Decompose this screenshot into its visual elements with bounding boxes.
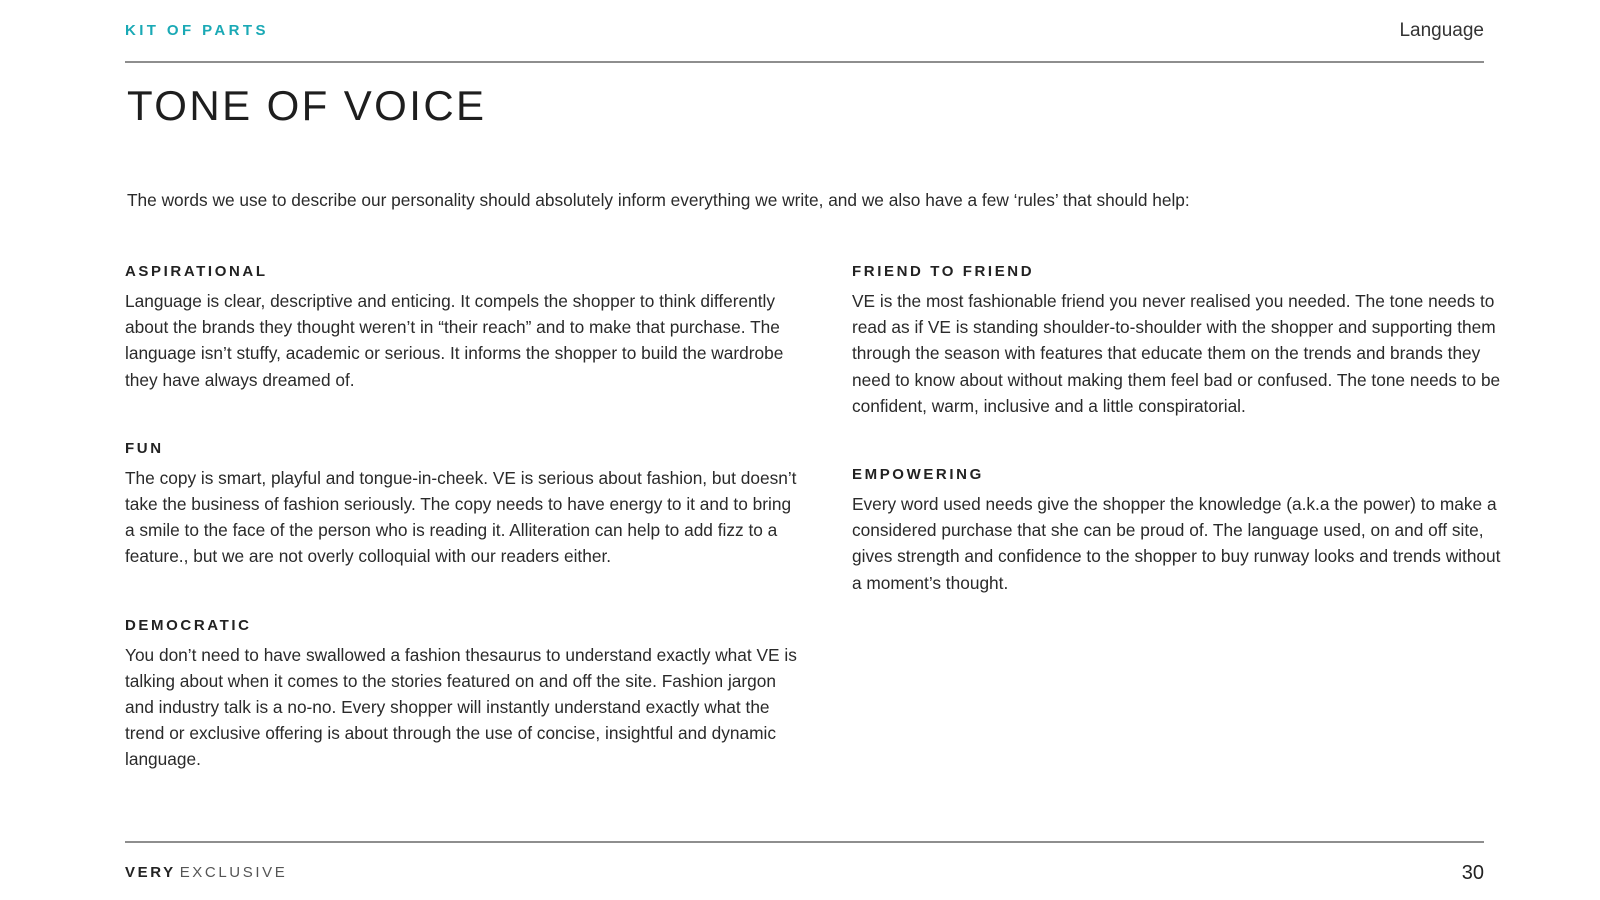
section-body: Language is clear, descriptive and enticing. It compels the shopper to think differently about the brands they thought weren’t in “their reach” and to make that purchase. The language isn’t stuffy, academic or serious. It informs the shopper to build the wardrobe they have always dreamed of. xyxy=(125,291,784,390)
footer-divider xyxy=(125,841,1484,843)
header-divider xyxy=(125,61,1484,63)
header-kicker: KIT OF PARTS xyxy=(125,22,269,39)
section-friend-to-friend xyxy=(852,262,1502,419)
section-aspirational xyxy=(125,262,800,393)
section-heading: EMPOWERING xyxy=(852,466,984,484)
header-section-label: Language xyxy=(1399,20,1484,41)
footer-brand xyxy=(125,864,287,881)
section-heading: FUN xyxy=(125,439,164,457)
section-democratic xyxy=(125,616,800,773)
page-title: TONE OF VOICE xyxy=(127,82,487,129)
section-fun xyxy=(125,439,800,570)
footer-brand-light: EXCLUSIVE xyxy=(179,864,288,881)
section-body: The copy is smart, playful and tongue-in-cheek. VE is serious about fashion, but doesn’t take the business of fashion seriously. The copy needs to have energy to it and to bring a smile to the face of the person who is reading it. Alliteration can help to add fizz to a feature., but we are not overly colloquial with our readers either. xyxy=(125,467,797,567)
page-number: 30 xyxy=(1461,862,1484,884)
section-body: Every word used needs give the shopper the knowledge (a.k.a the power) to make a considered purchase that she can be proud of. The language used, on and off site, gives strength and confidence to the shopper to buy runway looks and trends without a moment’s thought. xyxy=(852,494,1501,593)
right-column xyxy=(852,262,1502,596)
section-empowering xyxy=(852,465,1502,596)
section-body: VE is the most fashionable friend you never realised you needed. The tone needs to read as if VE is standing shoulder-to-shoulder with the shopper and supporting them through the season with features that educate them on the trends and brands they need to know about without making them feel bad or confused. The tone needs to be confident, warm, inclusive and a little conspiratorial. xyxy=(852,291,1501,416)
intro-paragraph: The words we use to describe our personality should absolutely inform everything we write, and we also have a few ‘rules’ that should help: xyxy=(127,190,1190,210)
left-column xyxy=(125,262,800,773)
section-heading: DEMOCRATIC xyxy=(125,616,252,634)
section-body: You don’t need to have swallowed a fashion thesaurus to understand exactly what VE is talking about when it comes to the stories featured on and off the site. Fashion jargon and industry talk is a no-no. Every shopper will instantly understand exactly what the trend or exclusive offering is about through the use of concise, insightful and dynamic language. xyxy=(125,644,797,770)
footer-brand-bold: VERY xyxy=(125,864,176,881)
section-heading: FRIEND TO FRIEND xyxy=(852,263,1035,280)
section-heading: ASPIRATIONAL xyxy=(125,263,268,280)
